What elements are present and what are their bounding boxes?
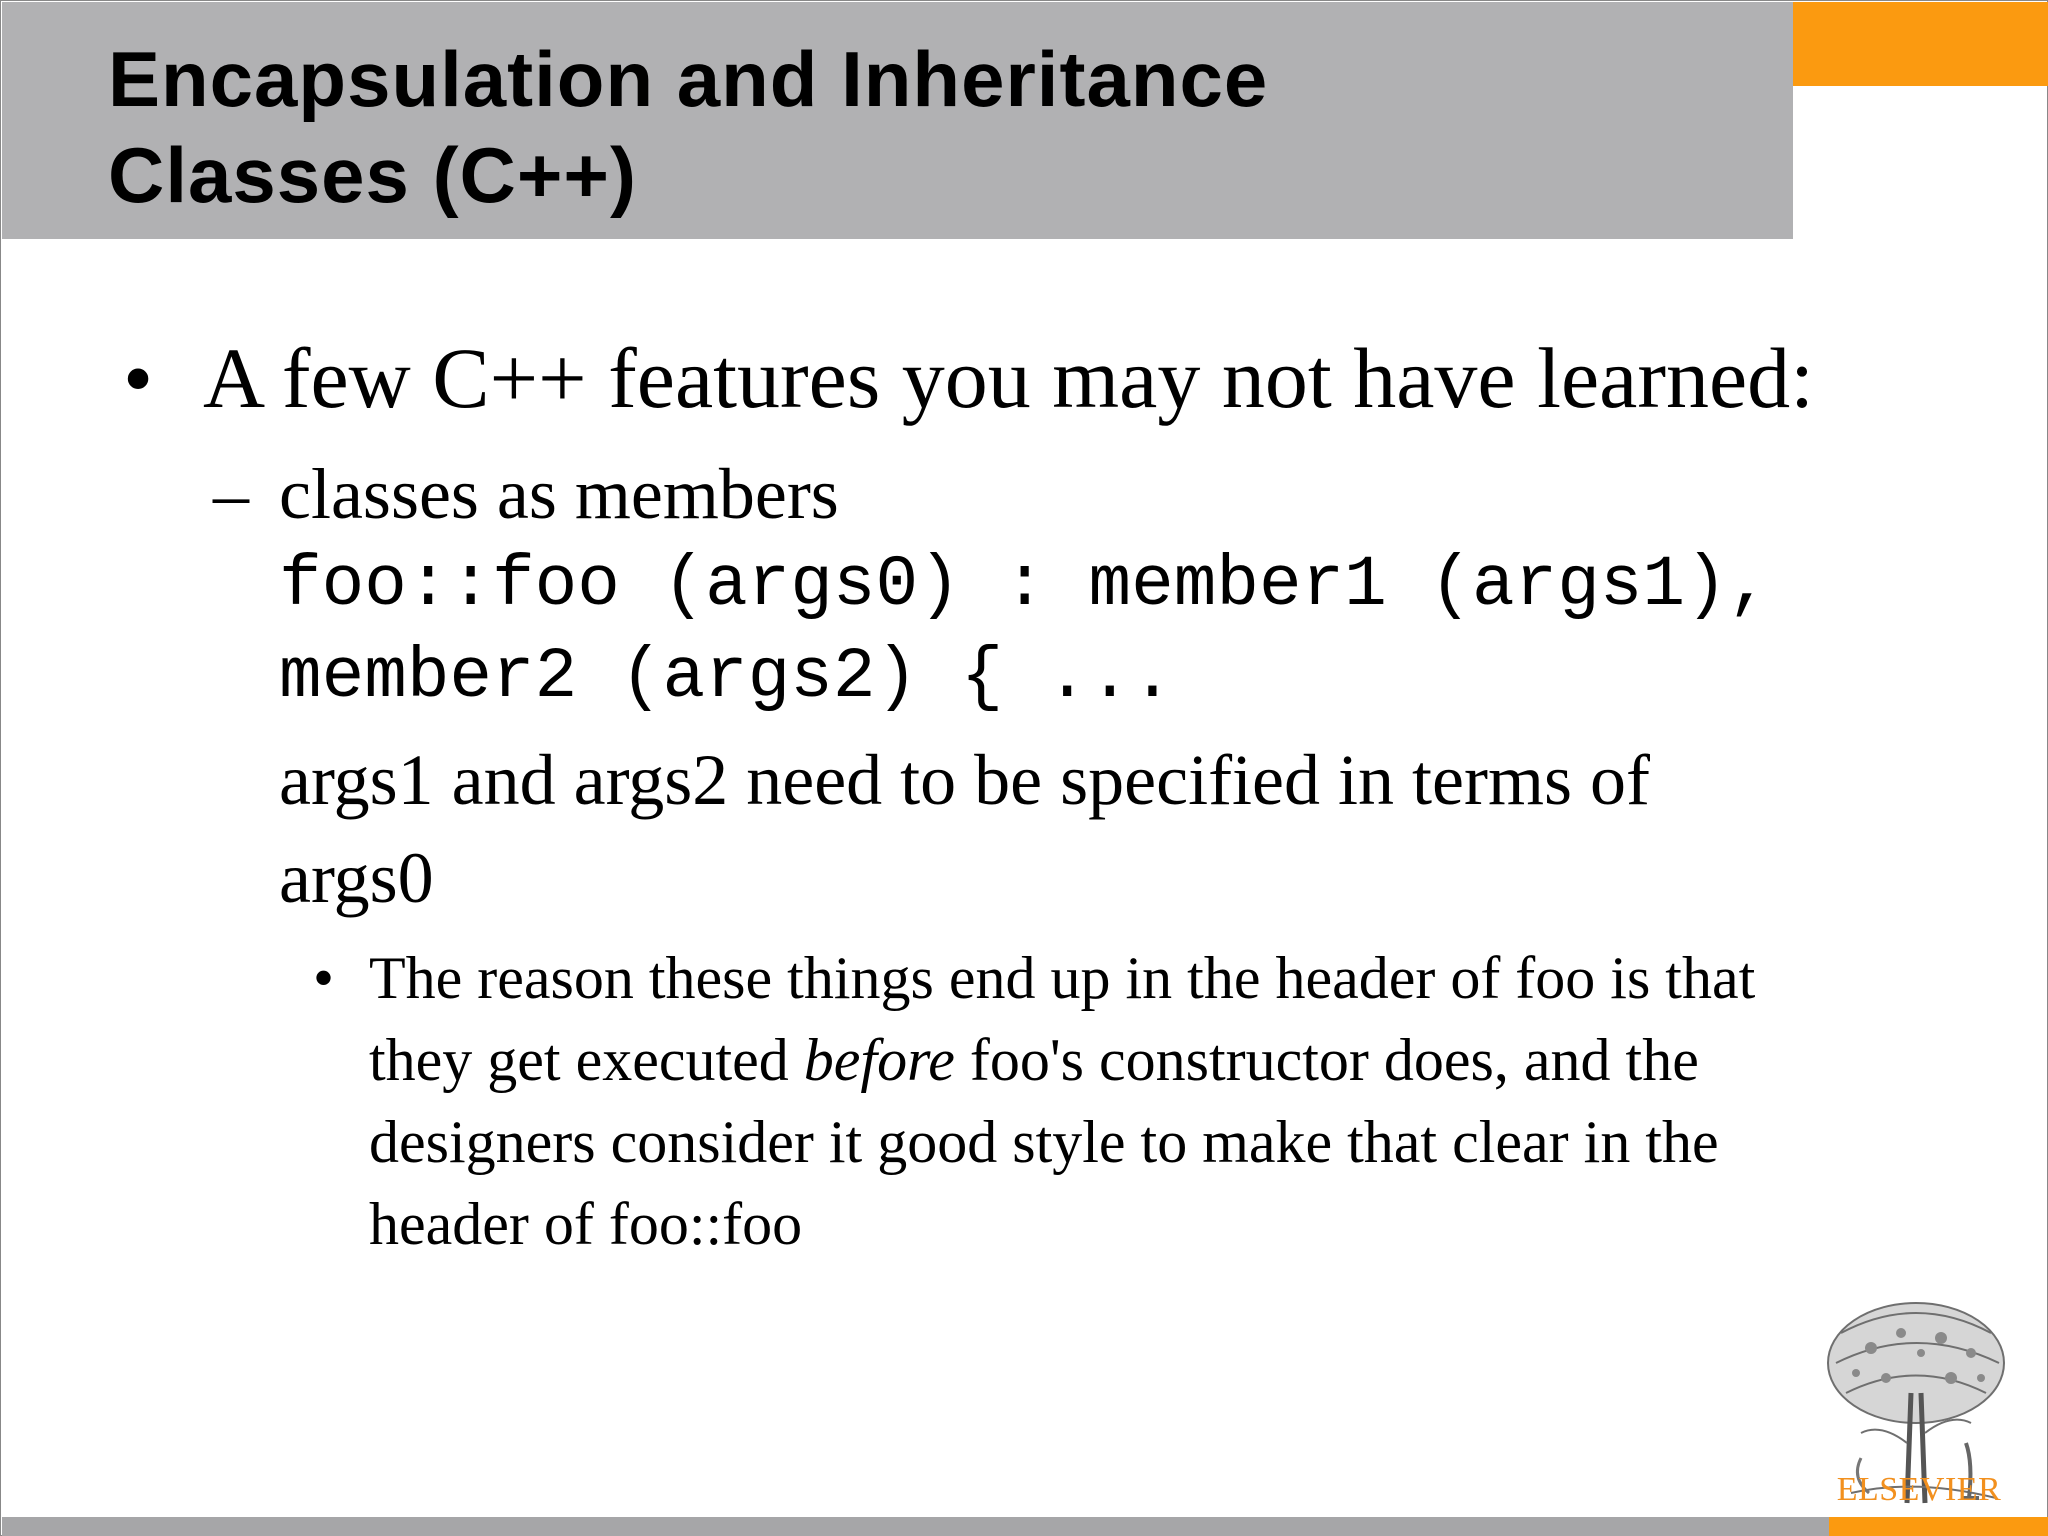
level3-line-4: header of foo::foo xyxy=(369,1191,803,1257)
level3-line-2-start: they get executed xyxy=(369,1027,804,1093)
emphasis-before: before xyxy=(803,1027,955,1093)
bullet-level-3-text xyxy=(369,937,2019,1265)
body-line-2: args0 xyxy=(279,838,434,918)
accent-block xyxy=(1793,2,2048,86)
bullet-mark: • xyxy=(123,330,154,426)
level3-line-2-end: foo's constructor does, and the xyxy=(954,1027,1699,1093)
code-line-2: member2 (args2) { ... xyxy=(279,638,1174,718)
level3-line-1: The reason these things end up in the header of foo is that xyxy=(369,945,1756,1011)
level3-line-3: designers consider it good style to make that clear in the xyxy=(369,1109,1719,1175)
bullet-level-2-text: classes as members xyxy=(279,454,839,534)
bottom-rule xyxy=(2,1517,2048,1536)
code-line-1: foo::foo (args0) : member1 (args1), xyxy=(279,546,1771,626)
bullet-mark-small: • xyxy=(313,945,335,1011)
title-line-2: Classes (C++) xyxy=(108,131,637,219)
dash-mark: – xyxy=(213,454,249,534)
slide-title xyxy=(108,31,1268,223)
level3-line-2 xyxy=(369,1019,2019,1101)
title-line-1: Encapsulation and Inheritance xyxy=(108,35,1269,123)
publisher-wordmark: ELSEVIER xyxy=(1836,1471,2002,1508)
bottom-accent xyxy=(1829,1517,2048,1536)
body-line-1: args1 and args2 need to be specified in terms of xyxy=(279,740,1650,820)
bullet-level-1-text: A few C++ features you may not have learned: xyxy=(203,330,1815,426)
